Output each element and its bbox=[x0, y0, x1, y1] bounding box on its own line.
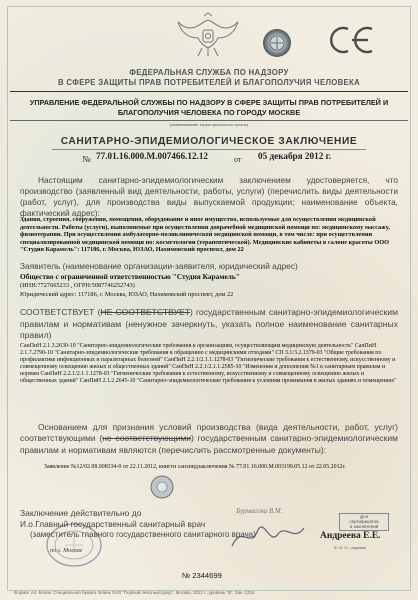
hologram-sticker-icon bbox=[262, 28, 292, 58]
document-title: САНИТАРНО-ЭПИДЕМИОЛОГИЧЕСКОЕ ЗАКЛЮЧЕНИЕ bbox=[60, 136, 358, 147]
title-underline bbox=[52, 149, 366, 150]
compliance-word: СООТВЕТСТВУЕТ bbox=[20, 307, 95, 317]
basis-text1: Основанием для признания условий производства (вида деятельности, работ, услуг) соответствующими ( bbox=[20, 422, 398, 444]
basis-text2: ) государственным санитарно-эпидемиологическим правилам и нормативам являются (перечислить рассмотренные документы): bbox=[20, 433, 398, 455]
agency-title-line2: В СФЕРЕ ЗАЩИТЫ ПРАВ ПОТРЕБИТЕЛЕЙ И БЛАГОПОЛУЧИЯ ЧЕЛОВЕКА bbox=[57, 78, 360, 87]
compliance-rules-value: СанПиН 2.1.3.2630-10 "Санитарно-эпидемиологические требования к организациям, осуществляющим медицинскую деятельность" СанПиН 2.1.7.2790-10 "Санитарно-эпидемиологические требования к обращению с медицинскими отходами" СП 3.1/3.2.1379-03 "Общие требования по профилактике инфекционных и паразитарных болезней" СанПиН 2.2.1/2.1.1.1278-03 "Гигиенические требования к естественному, искусственному и совмещенному освещению жилых и общественных зданий" СанПиН 2.2.1/2.1.1.2585-10 "Изменения и дополнения №1 к санитарным правилам и нормам СанПиН 2.2.1/2.1.1.1278-03 "Гигиенические требования к естественному, искусственному и совмещенному освещению жилых и общественных зданий" СанПиН 2.1.2.2645-10 "Санитарно-эпидемиологические требования к условиям проживания в жилых зданиях и помещениях" bbox=[20, 343, 397, 385]
compliance-open-paren: ( bbox=[97, 307, 101, 317]
compliance-statement bbox=[20, 307, 398, 342]
basis-statement bbox=[20, 422, 398, 456]
mini-stamp-line1: Для bbox=[359, 514, 369, 519]
noncompliance-struck: НЕ СООТВЕТСТВУЕТ bbox=[100, 307, 190, 317]
header-divider bbox=[10, 91, 408, 92]
hologram-seal-icon bbox=[150, 475, 174, 499]
signature-place: по г. Москве bbox=[50, 547, 83, 554]
mini-stamp bbox=[339, 513, 389, 531]
basis-struck: не соответствующими bbox=[102, 433, 191, 444]
applicant-name: Общество с ограниченной ответственностью "Студия Карамель" bbox=[20, 272, 240, 281]
office-underline bbox=[10, 120, 408, 121]
signature-role-line1: Главный государственный санитарный врач bbox=[35, 519, 206, 529]
section1-value: Здания, строения, сооружения, помещения, оборудование и иное имущество, используемые для осуществления медицинской деятельности. Работы (услуги), выполняемые при осуществлении доврачебной медицинской помощи по: медицинскому массажу, физиотерапии. При осуществлении амбулаторно-поликлинической медицинской помощи, в том числе: при осуществлении специализированной медицинской помощи по: косметологии (терапевтической). Медицинские кабинеты в салоне красоты ООО "Студия Карамель": 117186, г. Москва, ЮЗАО, Нахимовский проспект, дом 22 bbox=[20, 216, 390, 254]
office-caption: (наименование территориального органа) bbox=[169, 122, 249, 127]
mini-stamp-line3: и заключений bbox=[349, 524, 379, 529]
applicant-label: Заявитель (наименование организации-заявителя, юридический адрес) bbox=[20, 261, 298, 271]
handwritten-note: Бурмасова В.М. bbox=[236, 507, 283, 515]
mini-stamp-line2: сертификатов bbox=[349, 519, 379, 524]
document-date: 05 декабря 2012 г. bbox=[258, 151, 332, 161]
signature-scrawl-icon bbox=[228, 516, 308, 554]
signature-role bbox=[20, 519, 205, 530]
office-title: УПРАВЛЕНИЕ ФЕДЕРАЛЬНОЙ СЛУЖБЫ ПО НАДЗОРУ В СФЕРЕ ЗАЩИТЫ ПРАВ ПОТРЕБИТЕЛЕЙ И БЛАГОПОЛУЧИЯ ЧЕЛОВЕКА ПО ГОРОДУ МОСКВЕ bbox=[29, 98, 389, 117]
russian-emblem-icon bbox=[176, 12, 240, 58]
serial-number: № 2344699 bbox=[182, 571, 222, 580]
document-number: 77.01.16.000.М.007466.12.12 bbox=[96, 151, 209, 161]
applicant-address: Юридический адрес: 117186, г. Москва, ЮЗАО, Нахимовский проспект, дом 22 bbox=[20, 291, 234, 298]
compliance-rest: ) государственным санитарно-эпидемиологическим правилам и нормативам (ненужное зачеркнуть, указать полное наименование санитарных правил) bbox=[20, 307, 399, 341]
applicant-ids: (ИНН:7727665233 , ОГРН:5087746252743) bbox=[20, 282, 135, 289]
signature-role-line2: (заместитель главного государственного санитарного врача) bbox=[30, 530, 256, 539]
date-label: от bbox=[234, 155, 242, 164]
signatory-caption: Ф. И. О., подпись bbox=[334, 545, 366, 550]
signatory-name: Андреева Е.Е. bbox=[320, 531, 381, 541]
ce-mark-logo-icon bbox=[326, 24, 378, 56]
section1-text: Настоящим санитарно-эпидемиологическим заключением удостоверяется, что производство (заявленный вид деятельности, работы, услуги) (перечислить виды деятельности (работ, услуг), для производства виды выпускаемой продукции; наименование объекта, фактический адрес): bbox=[20, 175, 398, 218]
footer-print-info: Формат А4. Бланк. Специальная бумага. Бланк ОАО "Первый печатный двор". Москва, 2012 г., уровень "В". Зак. 1234. bbox=[14, 590, 256, 595]
basis-value: Заявление №12/02.08.008334-0 от 22.11.2012, книгги санэпидзаключения № 77.01.16.000.М.003199.05.12 от 22.05.2012г. bbox=[44, 464, 346, 470]
validity-text: Заключение действительно до bbox=[20, 508, 142, 518]
number-label: № bbox=[82, 154, 91, 164]
signature-prefix: И.о. bbox=[20, 519, 36, 529]
agency-title-line1: ФЕДЕРАЛЬНАЯ СЛУЖБА ПО НАДЗОРУ bbox=[129, 68, 289, 77]
